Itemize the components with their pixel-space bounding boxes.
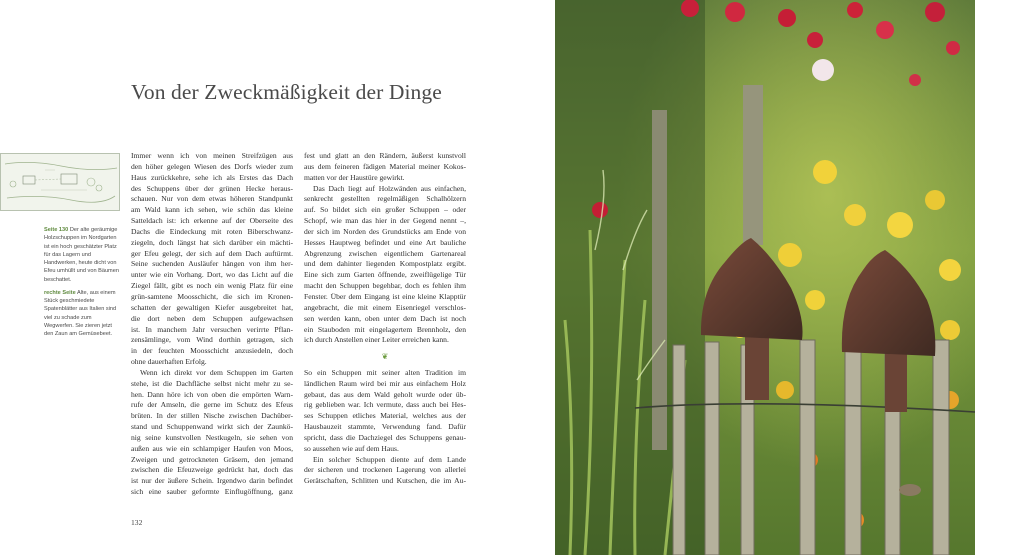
text-line: so aussehen wie auf dem Haus. <box>304 443 399 453</box>
text-line: gebaut, das aus dem Wald geholt wurde oder üb- <box>304 389 466 399</box>
text-line: ses Schuppen etliches Material, welches aus der <box>304 411 466 421</box>
caption-1-text: Der alte geräumige Holzschuppen im Nordgarten ist ein hoch geschätzter Platz für das Lagern und Handwerken, heute dicht von Efeu umhüllt und von Bäumen beschattet. <box>44 227 119 283</box>
caption-1 <box>44 226 120 284</box>
text-line: ländlichen Raum wird bei mir aus einfachem Holz <box>304 378 466 388</box>
spade-fence-photo <box>555 0 975 555</box>
text-line: ist nur der äußere Schein. Irgendwo darin befindet <box>131 476 293 486</box>
text-line: stand und Schuppenwand wirkt sich der Zaunkö- <box>131 422 293 432</box>
text-line: in der feuchten Moosschicht anzusiedeln, doch <box>131 346 293 356</box>
text-line: Hesses Hauptweg befindet und eine Art bauliche <box>304 237 466 247</box>
text-line: sich eine sauber geformte Einflugöffnung, ganz <box>131 487 293 497</box>
page-title: Von der Zweckmäßigkeit der Dinge <box>131 80 442 104</box>
text-line: Ziegel fällt, gibt es noch ein wenig Platz für eine <box>131 281 293 291</box>
text-line: spricht, dass die Dachziegel des Schuppens genau- <box>304 432 466 442</box>
text-line: angebracht, die mit einem Eisenriegel verschlos- <box>304 302 466 312</box>
text-line: ich durch Anstellen einer Leiter erreichen kann. <box>304 335 449 345</box>
caption-2-label: rechte Seite <box>44 289 76 296</box>
caption-1-label: Seite 130 <box>44 227 69 233</box>
text-column-2 <box>304 151 466 487</box>
garden-photo <box>555 0 975 555</box>
text-line: ziegeln, doch längst hat sich darüber ein mächti- <box>131 237 293 247</box>
text-line: schauen. Nur von dem etwas höheren Standpunkt <box>131 194 293 204</box>
text-line: der sicheren und trockenen Lagerung von allerlei <box>304 465 466 475</box>
text-line: hen. Dann höre ich von oben die empörten Warn- <box>131 389 293 399</box>
text-line: Eine sich zum Garten öffnende, zweiflügelige Tür <box>304 270 466 280</box>
text-line: Seine suchenden Ausläufer hängen von ihm her- <box>131 259 293 269</box>
text-line: Zweigen und getrockneten Gräsern, den jemand <box>131 454 293 464</box>
text-line: zwischen die Efeuzweige gedrückt hat, doch das <box>131 465 293 475</box>
text-column-1 <box>131 151 293 498</box>
text-line: schatten der gewaltigen Kiefer ausgebreitet hat, <box>131 302 293 312</box>
text-line: Das Dach liegt auf Holzwänden aus einfachen, <box>313 183 466 193</box>
caption-2-text: Alte, aus einem Stück geschmiedete Spatenblätter aus Italien sind viel zu schade zum Wegwerfen. Sie zieren jetzt den Zaun am Gemüsebeet. <box>44 289 117 337</box>
text-line: Wenn ich direkt vor dem Schuppen im Garten <box>140 367 293 377</box>
site-plan-illustration <box>1 154 119 210</box>
text-line: Dachs die Eindeckung mit roten Biberschwanz- <box>131 226 293 236</box>
text-line: Fenster. Über dem Eingang ist eine kleine Klapptür <box>304 291 466 301</box>
image-captions <box>44 226 120 343</box>
text-line: außen aus wie ein schlampiger Haufen von Moos, <box>131 443 293 453</box>
text-line: sen werden kann, oben unter dem Dach ist noch <box>304 313 466 323</box>
text-line: und dem dahinter liegenden Kompostplatz ergibt. <box>304 259 466 269</box>
text-line: auf. So bildet sich ein großer Schuppen – oder <box>304 205 466 215</box>
text-line: senkrecht gestellten regelmäßigen Schalhölzern <box>304 194 466 204</box>
fleuron-ornament-icon: ❦ <box>381 352 389 362</box>
text-line: ger Efeu gelegt, der sich auf dem Dach auftürmt. <box>131 248 293 258</box>
text-line: Satteldach ist: ich erkenne auf der Oberseite des <box>131 216 293 226</box>
text-line: Immer wenn ich von meinen Streifzügen aus <box>131 151 293 160</box>
right-margin <box>975 0 1020 555</box>
text-line: der sich im Norden des Grundstücks am Ende von <box>304 226 466 236</box>
text-line: Hausbauzeit stammte, Verwendung fand. Dafür <box>304 422 466 432</box>
text-line: am Wald kann ich sehen, wie schön das kleine <box>131 205 293 215</box>
text-line: Abgrenzung zwischen eigentlichem Gartenareal <box>304 248 466 258</box>
text-line: den höher gelegen Wiesen des Dorfs wieder zum <box>131 161 293 171</box>
text-line: aus dem feineren fädigen Material meiner Kokos- <box>304 161 466 171</box>
text-line: Schopf, wie man das hier in der Gegend nennt –, <box>304 216 466 226</box>
text-line: ein Stauboden mit eingelagertem Brennholz, den <box>304 324 466 334</box>
page-number: 132 <box>131 518 143 527</box>
text-line: ist. In manchem Jahr versuchen verirrte Pflan- <box>131 324 293 334</box>
text-line: So ein Schuppen mit seiner alten Tradition im <box>304 367 466 377</box>
text-line: stehe, ist die Dachfläche selbst nicht mehr zu se- <box>131 378 293 388</box>
text-line: rufe der Amseln, die gerne im Schutz des Efeus <box>131 400 293 410</box>
text-line: macht den Schuppen begehbar, doch es fehlen ihm <box>304 281 466 291</box>
text-line: nig seine kunstvollen Nestkugeln, sie sehen von <box>131 432 293 442</box>
text-line: Haus zurückkehre, sehe ich als Erstes das Dach <box>131 172 293 182</box>
text-line: des Schuppens über der grünen Hecke heraus- <box>131 183 293 193</box>
text-line: fest und glatt an den Rändern, äußerst kunstvoll <box>304 151 466 160</box>
text-line: matten vor der Haustüre gewirkt. <box>304 172 405 182</box>
text-line: brüten. In der stillen Nische zwischen Dachüber- <box>131 411 293 421</box>
text-line: Ein solcher Schuppen diente auf dem Lande <box>313 454 466 464</box>
text-line: rig geblieben war. Ich vermute, dass auch bei Hes- <box>304 400 466 410</box>
text-line: die dort neben dem Schuppen aufgewachsen <box>131 313 293 323</box>
text-line: Gerätschaften, Schlitten und Kutschen, die im Au- <box>304 476 466 486</box>
caption-2 <box>44 289 120 339</box>
text-line: zensämlinge, vom Wind dorthin getragen, sich <box>131 335 293 345</box>
text-line: unter wie ein Vorhang. Dort, wo das Licht auf die <box>131 270 293 280</box>
text-line: ohne dauerhaften Erfolg. <box>131 357 207 367</box>
site-plan-thumbnail <box>0 153 120 211</box>
text-line: grün-samtene Moosschicht, die sich im Kronen- <box>131 291 293 301</box>
